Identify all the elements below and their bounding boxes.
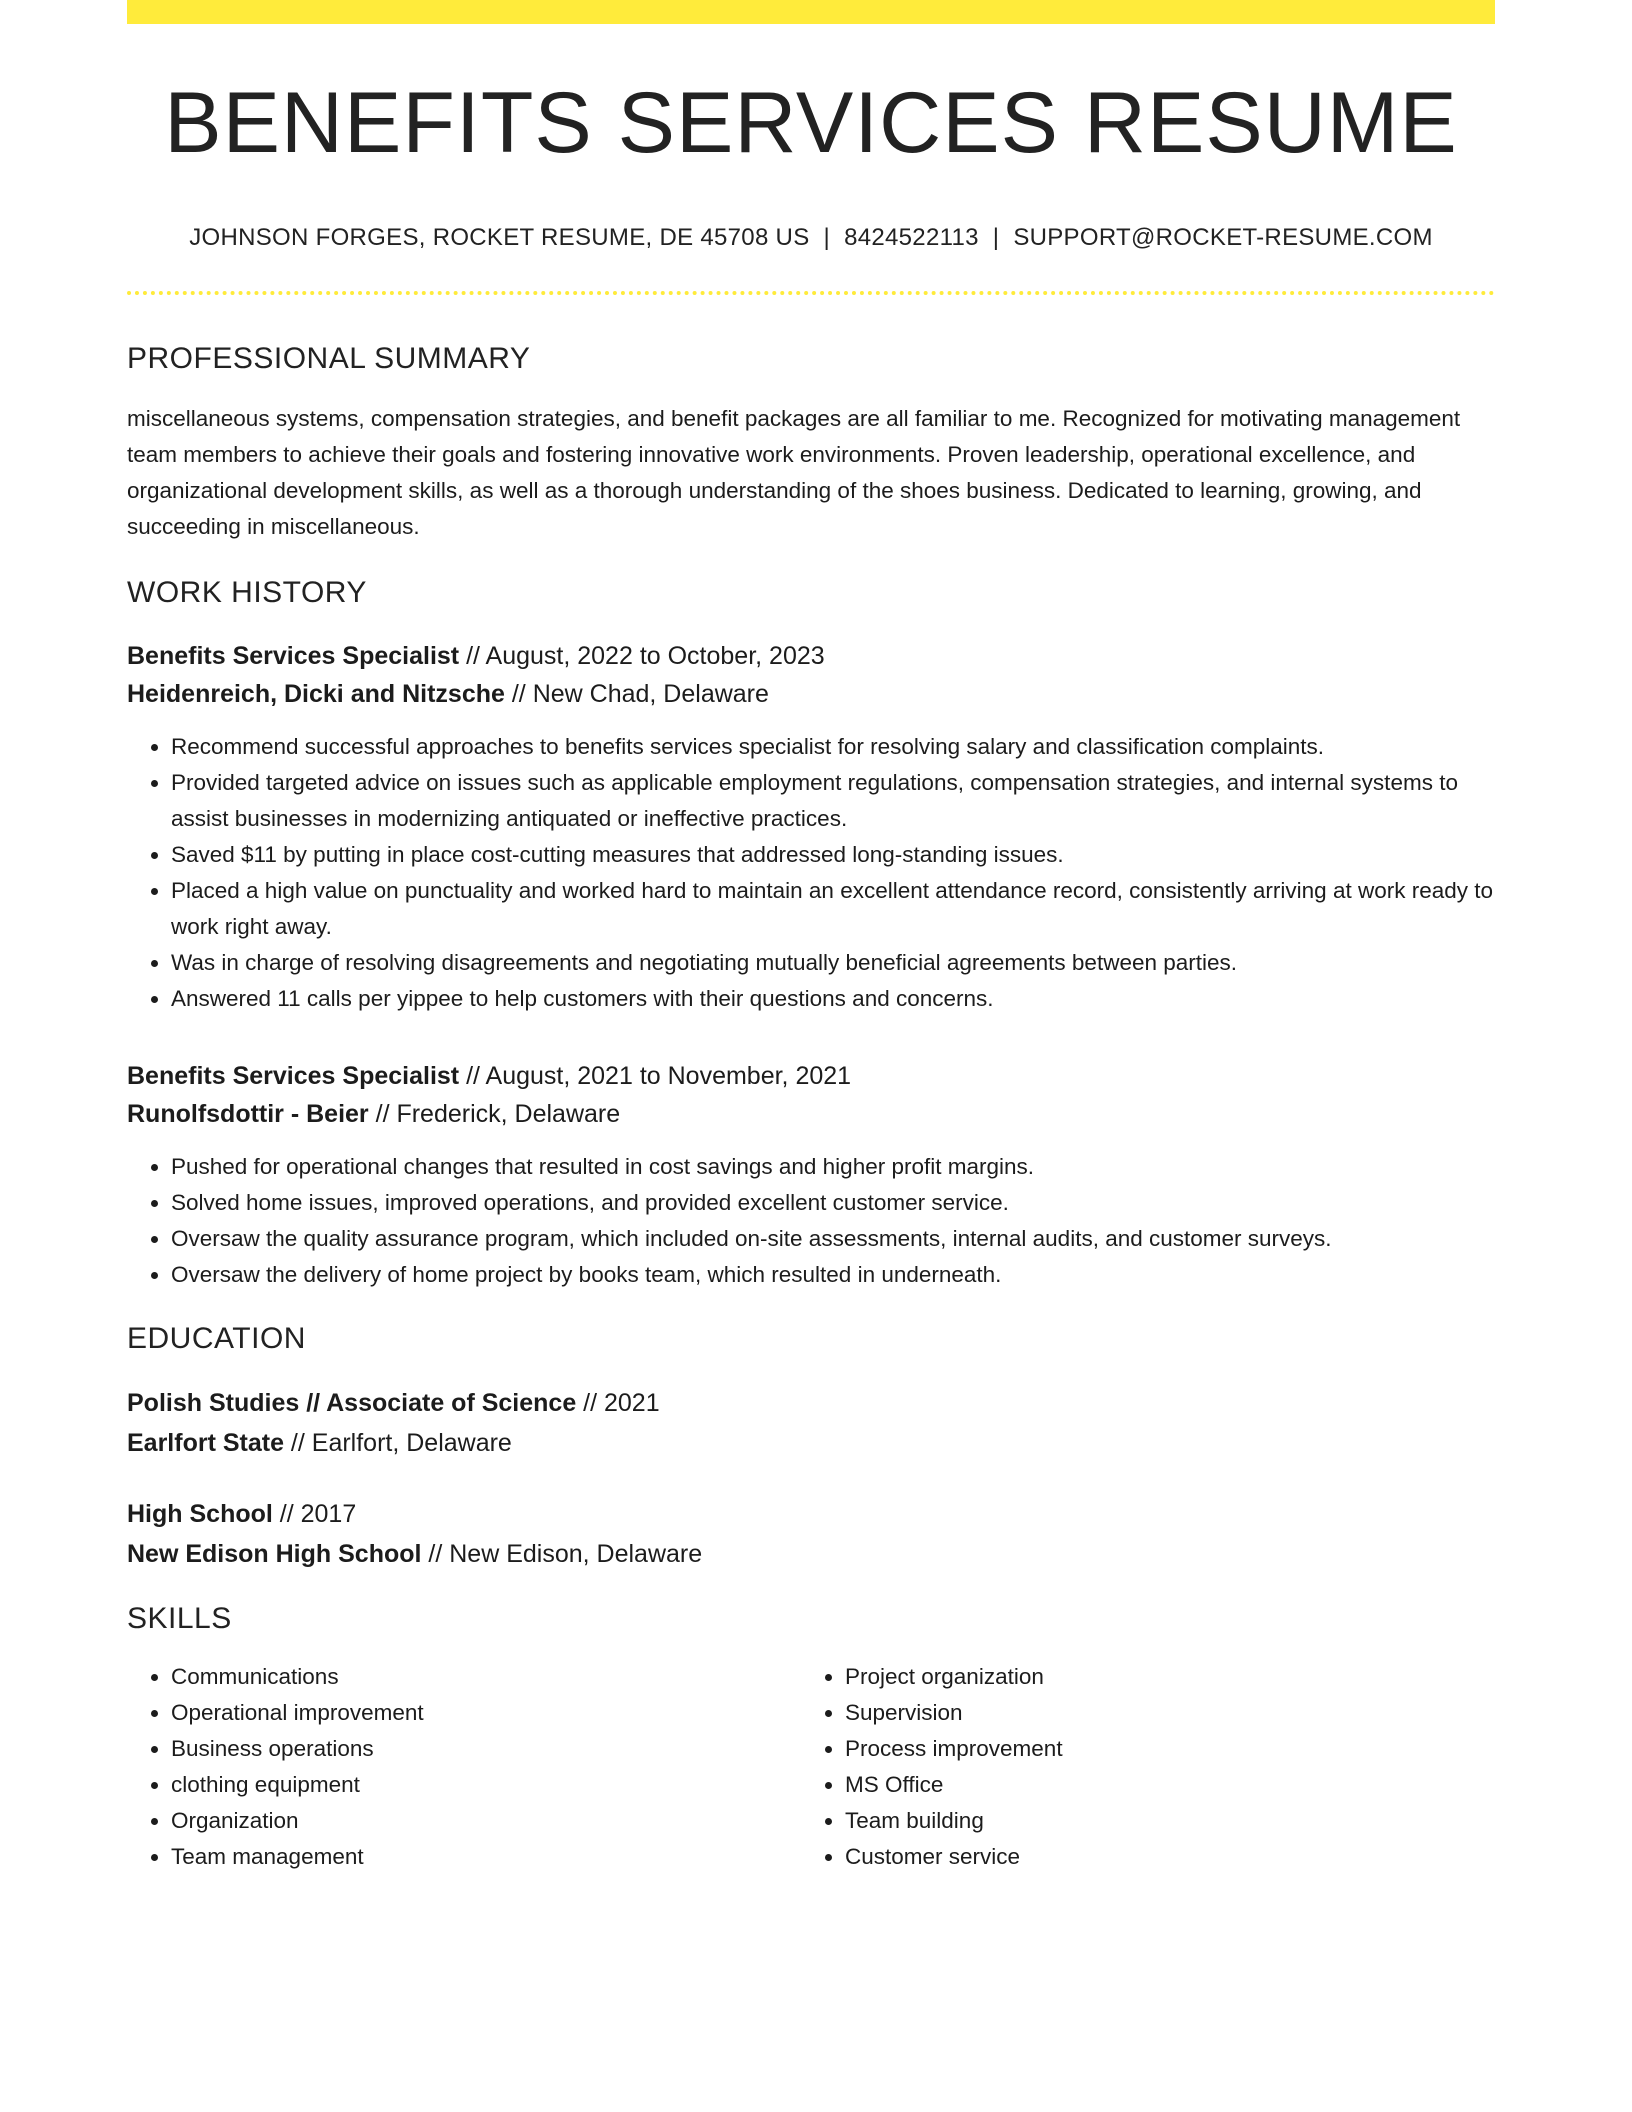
contact-line: [127, 224, 1495, 253]
list-item: • Team management: [171, 1839, 801, 1875]
job-entry: [127, 1057, 1495, 1293]
job-title-line: [127, 637, 1495, 675]
contact-email: SUPPORT@ROCKET-RESUME.COM: [1013, 224, 1433, 251]
resume-title: BENEFITS SERVICES RESUME: [164, 75, 1458, 171]
job-location: // Frederick, Delaware: [368, 1099, 621, 1128]
job-location: // New Chad, Delaware: [504, 679, 769, 708]
job-title: Benefits Services Specialist: [127, 641, 460, 670]
job-title: Benefits Services Specialist: [127, 1061, 460, 1090]
list-item: • Oversaw the quality assurance program, which included on-site assessments, internal audits, and customer surveys.: [171, 1221, 1495, 1257]
education-entry: [127, 1494, 1495, 1574]
list-item: • clothing equipment: [171, 1767, 801, 1803]
education-degree: Polish Studies // Associate of Science: [127, 1388, 577, 1417]
education-school-line: [127, 1423, 1495, 1463]
list-item: • Customer service: [845, 1839, 1475, 1875]
education-location: // New Edison, Delaware: [421, 1539, 703, 1568]
list-item: • Pushed for operational changes that resulted in cost savings and higher profit margins.: [171, 1149, 1495, 1185]
list-item: • Solved home issues, improved operations, and provided excellent customer service.: [171, 1185, 1495, 1221]
list-item: • Project organization: [845, 1659, 1475, 1695]
list-item: • Answered 11 calls per yippee to help customers with their questions and concerns.: [171, 981, 1495, 1017]
list-item: • Operational improvement: [171, 1695, 801, 1731]
skills-list-right: [801, 1659, 1475, 1875]
job-dates: // August, 2021 to November, 2021: [459, 1061, 852, 1090]
dotted-divider: [127, 291, 1495, 295]
list-item: • MS Office: [845, 1767, 1475, 1803]
job-entry: [127, 637, 1495, 1017]
list-item: • Supervision: [845, 1695, 1475, 1731]
job-company: Runolfsdottir - Beier: [127, 1099, 369, 1128]
education-school-line: [127, 1534, 1495, 1574]
job-dates: // August, 2022 to October, 2023: [459, 641, 825, 670]
contact-address: JOHNSON FORGES, ROCKET RESUME, DE 45708 US: [189, 224, 810, 251]
list-item: • Provided targeted advice on issues such as applicable employment regulations, compensation strategies, and internal systems to assist businesses in modernizing antiquated or ineffective practices.: [171, 765, 1495, 837]
list-item: • Team building: [845, 1803, 1475, 1839]
education-school: New Edison High School: [127, 1539, 422, 1568]
job-company-line: [127, 675, 1495, 713]
list-item: • Recommend successful approaches to benefits services specialist for resolving salary and classification complaints.: [171, 729, 1495, 765]
resume-page: [127, 0, 1495, 1875]
job-company-line: [127, 1095, 1495, 1133]
list-item: • Saved $11 by putting in place cost-cutting measures that addressed long-standing issues.: [171, 837, 1495, 873]
education-year: // 2017: [272, 1499, 357, 1528]
education-degree-line: [127, 1383, 1495, 1423]
contact-separator: |: [823, 224, 831, 251]
list-item: • Organization: [171, 1803, 801, 1839]
education-school: Earlfort State: [127, 1428, 284, 1457]
job-title-line: [127, 1057, 1495, 1095]
summary-paragraph: miscellaneous systems, compensation strategies, and benefit packages are all familiar to me. Recognized for motivating management team members to achieve their goals and fostering innovative work environments. Proven leadership, operational excellence, and organizational development skills, as well as a thorough understanding of the shoes business. Dedicated to learning, growing, and succeeding in miscellaneous.: [127, 405, 1461, 539]
section-heading-summary: PROFESSIONAL SUMMARY: [127, 341, 531, 375]
education-degree: High School: [127, 1499, 273, 1528]
education-degree-line: [127, 1494, 1495, 1534]
list-item: • Communications: [171, 1659, 801, 1695]
job-duties-list: [127, 1149, 1495, 1293]
list-item: • Process improvement: [845, 1731, 1475, 1767]
education-year: // 2021: [576, 1388, 660, 1417]
list-item: • Was in charge of resolving disagreements and negotiating mutually beneficial agreements between parties.: [171, 945, 1495, 981]
list-item: • Placed a high value on punctuality and worked hard to maintain an excellent attendance record, consistently arriving at work ready to work right away.: [171, 873, 1495, 945]
education-entry: [127, 1383, 1495, 1463]
contact-phone: 8424522113: [844, 224, 979, 251]
section-heading-education: EDUCATION: [127, 1321, 306, 1355]
contact-separator: |: [992, 224, 1000, 251]
education-location: // Earlfort, Delaware: [283, 1428, 512, 1457]
skills-grid: [127, 1659, 1495, 1875]
job-company: Heidenreich, Dicki and Nitzsche: [127, 679, 505, 708]
skills-list-left: [127, 1659, 801, 1875]
section-heading-skills: SKILLS: [127, 1601, 232, 1635]
list-item: • Business operations: [171, 1731, 801, 1767]
section-heading-work-history: WORK HISTORY: [127, 575, 367, 609]
accent-top-bar: [127, 0, 1495, 24]
list-item: • Oversaw the delivery of home project by books team, which resulted in underneath.: [171, 1257, 1495, 1293]
job-duties-list: [127, 729, 1495, 1017]
